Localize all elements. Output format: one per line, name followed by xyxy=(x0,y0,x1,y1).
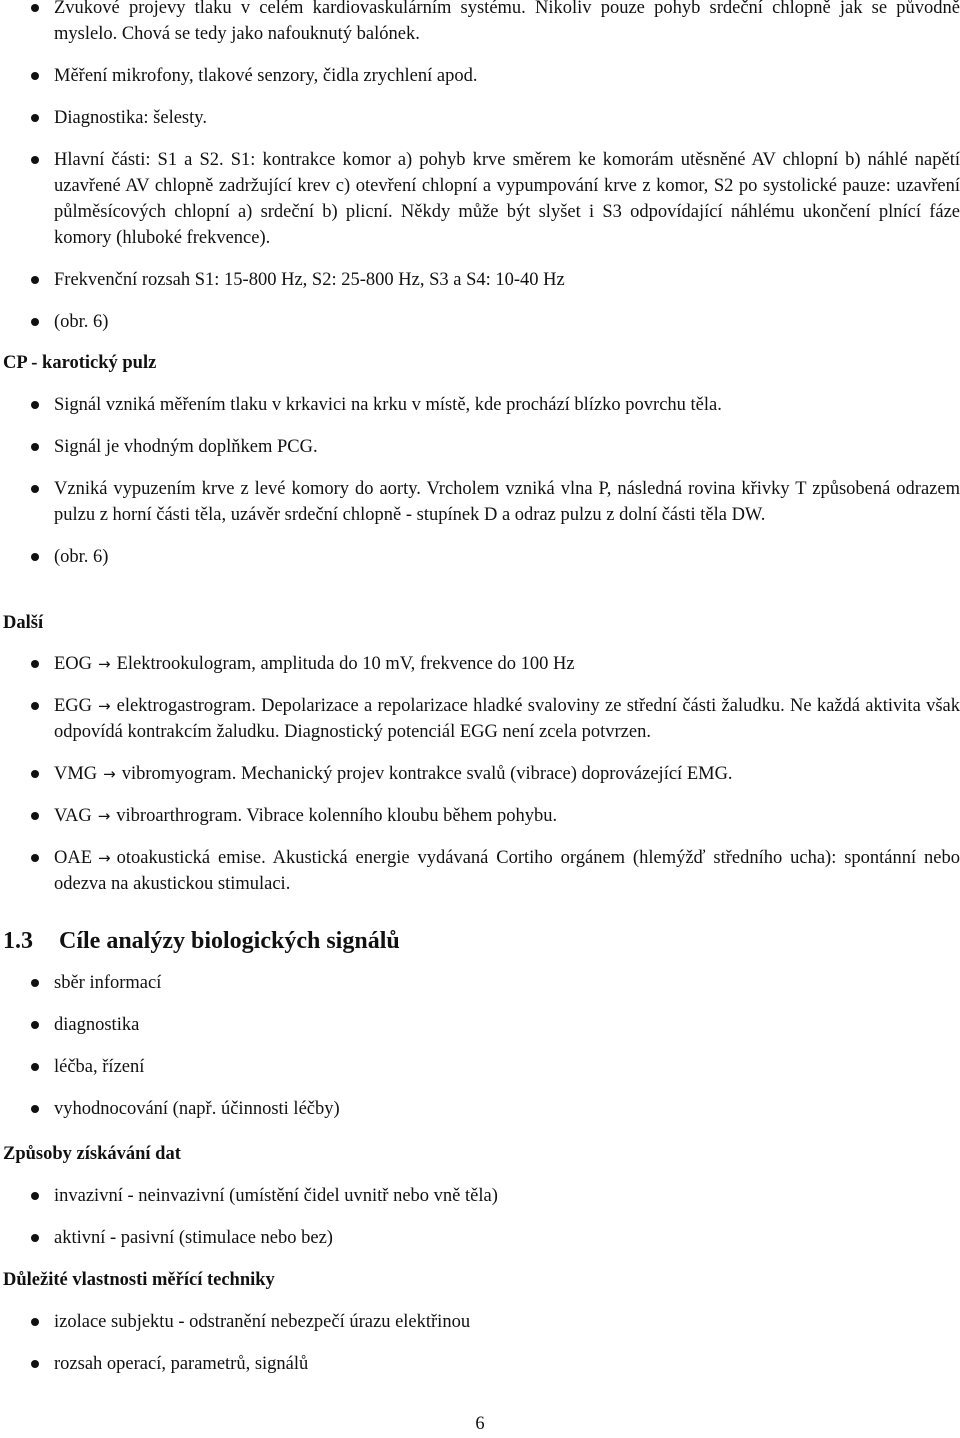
list-item xyxy=(0,0,960,47)
list-item-text: vyhodnocování (např. účinnosti léčby) xyxy=(54,1099,340,1119)
bullet-icon xyxy=(31,72,39,80)
list-item xyxy=(0,845,960,897)
list-item xyxy=(0,970,960,996)
list-item-text: otoakustická emise. Akustická energie vydávaná Cortiho orgánem (hlemýžď středního ucha): spontánní nebo odezva na akustickou stimulaci. xyxy=(54,848,960,894)
page-number: 6 xyxy=(475,1414,485,1434)
list-item-text: Signál je vhodným doplňkem PCG. xyxy=(54,437,318,457)
bullet-icon xyxy=(31,401,39,409)
bullet-icon xyxy=(31,553,39,561)
abbr: VMG xyxy=(54,764,98,784)
list-item xyxy=(0,651,960,677)
abbr: EOG xyxy=(54,654,93,674)
dalsi-list xyxy=(0,651,960,897)
list-item xyxy=(0,1225,960,1251)
arrow-right-icon: → xyxy=(98,849,111,867)
list-item-text: Vzniká vypuzením krve z levé komory do aorty. Vrcholem vzniká vlna P, následná rovina křivky T způsobená odrazem pulzu z horní části těla, uzávěr srdeční chlopně - stupínek D a odraz pulzu z dolní části těla DW. xyxy=(54,479,960,525)
list-item-text: izolace subjektu - odstranění nebezpečí úrazu elektřinou xyxy=(54,1312,471,1332)
data-heading: Způsoby získávání dat xyxy=(3,1144,181,1164)
props-heading: Důležité vlastnosti měřící techniky xyxy=(3,1270,275,1290)
list-item xyxy=(0,803,960,829)
bullet-icon xyxy=(31,443,39,451)
bullet-icon xyxy=(31,1192,39,1200)
data-list xyxy=(0,1183,960,1251)
list-item xyxy=(0,1183,960,1209)
section-number: 1.3 xyxy=(3,928,33,954)
bullet-icon xyxy=(31,1021,39,1029)
bullet-icon xyxy=(31,1234,39,1242)
list-item xyxy=(0,1351,960,1377)
list-item-text: aktivní - pasivní (stimulace nebo bez) xyxy=(54,1228,333,1248)
list-item xyxy=(0,309,960,335)
list-item-text: Zvukové projevy tlaku v celém kardiovaskulárním systému. Nikoliv pouze pohyb srdeční chlopně jak se původně myslelo. Chová se tedy jako nafouknutý balónek. xyxy=(54,0,960,44)
props-list-block xyxy=(0,1309,960,1377)
list-item-text: diagnostika xyxy=(54,1015,140,1035)
bullet-icon xyxy=(31,485,39,493)
list-item xyxy=(0,434,960,460)
list-item xyxy=(0,1309,960,1335)
arrow-right-icon: → xyxy=(98,655,111,673)
props-list xyxy=(0,1309,960,1377)
list-item-text: Frekvenční rozsah S1: 15-800 Hz, S2: 25-800 Hz, S3 a S4: 10-40 Hz xyxy=(54,270,565,290)
list-item-text: elektrogastrogram. Depolarizace a repolarizace hladké svaloviny ze střední části žaludku. Ne každá aktivita však odpovídá kontrakcím žaludku. Diagnostický potenciál EGG není zcela potvrzen. xyxy=(54,696,960,742)
list-item-text: (obr. 6) xyxy=(54,547,109,567)
list-item-text: invazivní - neinvazivní (umístění čidel uvnitř nebo vně těla) xyxy=(54,1186,498,1206)
bullet-icon xyxy=(31,4,39,12)
list-item xyxy=(0,147,960,251)
bullet-icon xyxy=(31,854,39,862)
list-item-text: Měření mikrofony, tlakové senzory, čidla zrychlení apod. xyxy=(54,66,478,86)
list-item xyxy=(0,693,960,745)
cp-list xyxy=(0,392,960,570)
section-title-text: Cíle analýzy biologických signálů xyxy=(59,928,400,954)
dalsi-heading: Další xyxy=(3,613,44,633)
bullet-icon xyxy=(31,1063,39,1071)
arrow-right-icon: → xyxy=(98,697,111,715)
top-list-block xyxy=(0,0,960,335)
list-item xyxy=(0,1096,960,1122)
list-item xyxy=(0,761,960,787)
abbr: EGG xyxy=(54,696,93,716)
bullet-icon xyxy=(31,1105,39,1113)
list-item-text: rozsah operací, parametrů, signálů xyxy=(54,1354,309,1374)
bullet-icon xyxy=(31,812,39,820)
abbr: OAE xyxy=(54,848,93,868)
bullet-icon xyxy=(31,114,39,122)
list-item xyxy=(0,544,960,570)
bullet-icon xyxy=(31,979,39,987)
bullet-icon xyxy=(31,156,39,164)
cp-list-block xyxy=(0,392,960,570)
bullet-icon xyxy=(31,702,39,710)
goals-list-block xyxy=(0,970,960,1122)
list-item xyxy=(0,105,960,131)
bullet-icon xyxy=(31,770,39,778)
list-item xyxy=(0,392,960,418)
bullet-icon xyxy=(31,1360,39,1368)
list-item-text: léčba, řízení xyxy=(54,1057,145,1077)
list-item-text: sběr informací xyxy=(54,973,162,993)
list-item xyxy=(0,476,960,528)
list-item-text: Signál vzniká měřením tlaku v krkavici na krku v místě, kde prochází blízko povrchu těla. xyxy=(54,395,722,415)
goals-list xyxy=(0,970,960,1122)
list-item-text: (obr. 6) xyxy=(54,312,109,332)
top-list xyxy=(0,0,960,335)
dalsi-list-block xyxy=(0,651,960,897)
data-list-block xyxy=(0,1183,960,1251)
bullet-icon xyxy=(31,318,39,326)
list-item-text: Elektrookulogram, amplituda do 10 mV, frekvence do 100 Hz xyxy=(116,654,575,674)
section-title xyxy=(3,926,400,956)
list-item xyxy=(0,1012,960,1038)
arrow-right-icon: → xyxy=(97,807,111,825)
list-item xyxy=(0,267,960,293)
abbr: VAG xyxy=(54,806,92,826)
list-item xyxy=(0,1054,960,1080)
list-item xyxy=(0,63,960,89)
bullet-icon xyxy=(31,276,39,284)
arrow-right-icon: → xyxy=(103,765,116,783)
bullet-icon xyxy=(31,660,39,668)
list-item-text: Diagnostika: šelesty. xyxy=(54,108,207,128)
bullet-icon xyxy=(31,1318,39,1326)
list-item-text: Hlavní části: S1 a S2. S1: kontrakce komor a) pohyb krve směrem ke komorám utěsněné AV chlopní b) náhlé napětí uzavřené AV chlopně zadržující krev c) otevření chlopní a vypumpování krve z komor, S2 po systolické pauze: uzavření půlměsícových chlopní a) srdeční b) plicní. Někdy může být slyšet i S3 odpovídající náhlému ukončení plnící fáze komory (hluboké frekvence). xyxy=(54,150,960,248)
cp-heading: CP - karotický pulz xyxy=(3,353,157,373)
list-item-text: vibromyogram. Mechanický projev kontrakce svalů (vibrace) doprovázející EMG. xyxy=(121,764,733,784)
list-item-text: vibroarthrogram. Vibrace kolenního kloubu během pohybu. xyxy=(116,806,558,826)
